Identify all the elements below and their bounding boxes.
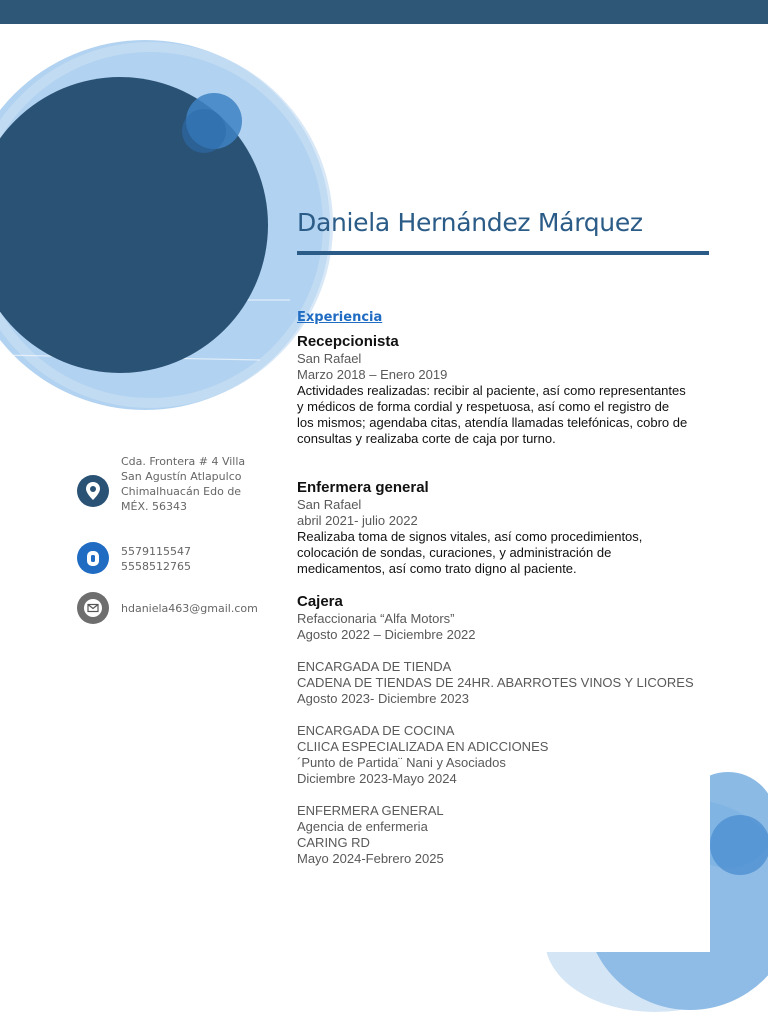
location-pin-icon (77, 475, 109, 507)
phone-icon (77, 542, 109, 574)
address-block (121, 454, 245, 514)
phone-number[interactable]: 5558512765 (121, 560, 191, 573)
job-employer-detail: CARING RD (297, 835, 370, 850)
phone-block (121, 544, 191, 574)
job-dates: Diciembre 2023-Mayo 2024 (297, 771, 457, 786)
section-title-experience: Experiencia (297, 310, 383, 325)
job-entry (297, 333, 717, 447)
address-line: San Agustín Atlapulco (121, 470, 242, 483)
job-dates: Agosto 2023- Diciembre 2023 (297, 691, 469, 706)
job-entry (297, 659, 717, 707)
candidate-name: Daniela Hernández Márquez (297, 208, 643, 237)
job-description-line: colocación de sondas, curaciones, y administración de (297, 545, 612, 560)
job-title-upper: ENCARGADA DE COCINA (297, 723, 455, 738)
job-description-line: los mismos; agendaba citas, atendía llamadas telefónicas, cobro de (297, 415, 688, 430)
job-dates: abril 2021- julio 2022 (297, 513, 418, 528)
job-dates: Agosto 2022 – Diciembre 2022 (297, 627, 476, 642)
job-role: Enfermera general (297, 479, 429, 496)
job-title-upper: ENCARGADA DE TIENDA (297, 659, 452, 674)
job-entry (297, 803, 717, 867)
job-place: San Rafael (297, 351, 362, 366)
phone-number[interactable]: 5579115547 (121, 545, 191, 558)
job-employer: Agencia de enfermeria (297, 819, 428, 834)
name-underline (297, 251, 709, 255)
job-employer: CADENA DE TIENDAS DE 24HR. ABARROTES VINOS Y LICORES (297, 675, 694, 690)
job-description-line: medicamentos, así como trato digno al paciente. (297, 561, 577, 576)
job-title-upper: ENFERMERA GENERAL (297, 803, 444, 818)
job-employer-detail: ´Punto de Partida¨ Nani y Asociados (297, 755, 506, 770)
job-role: Recepcionista (297, 333, 399, 350)
experience-section (297, 308, 717, 867)
job-description-line: y médicos de forma cordial y respetuosa, así como el registro de (297, 399, 670, 414)
job-entry (297, 479, 717, 577)
job-dates: Marzo 2018 – Enero 2019 (297, 367, 448, 382)
job-role: Cajera (297, 593, 343, 610)
email-address[interactable]: hdaniela463@gmail.com (121, 602, 258, 615)
job-description-line: consultas y realizaba corte de caja por turno. (297, 431, 556, 446)
email-icon (77, 592, 109, 624)
job-entry (297, 723, 717, 787)
address-line: MÉX. 56343 (121, 500, 187, 513)
job-entry (297, 593, 717, 643)
address-line: Chimalhuacán Edo de (121, 485, 242, 498)
job-place: Refaccionaria “Alfa Motors” (297, 611, 455, 626)
address-line: Cda. Frontera # 4 Villa (121, 455, 246, 468)
job-place: San Rafael (297, 497, 362, 512)
job-employer: CLIICA ESPECIALIZADA EN ADICCIONES (297, 739, 549, 754)
job-description-line: Realizaba toma de signos vitales, así como procedimientos, (297, 529, 643, 544)
job-dates: Mayo 2024-Febrero 2025 (297, 851, 444, 866)
job-description-line: Actividades realizadas: recibir al paciente, así como representantes (297, 383, 686, 398)
